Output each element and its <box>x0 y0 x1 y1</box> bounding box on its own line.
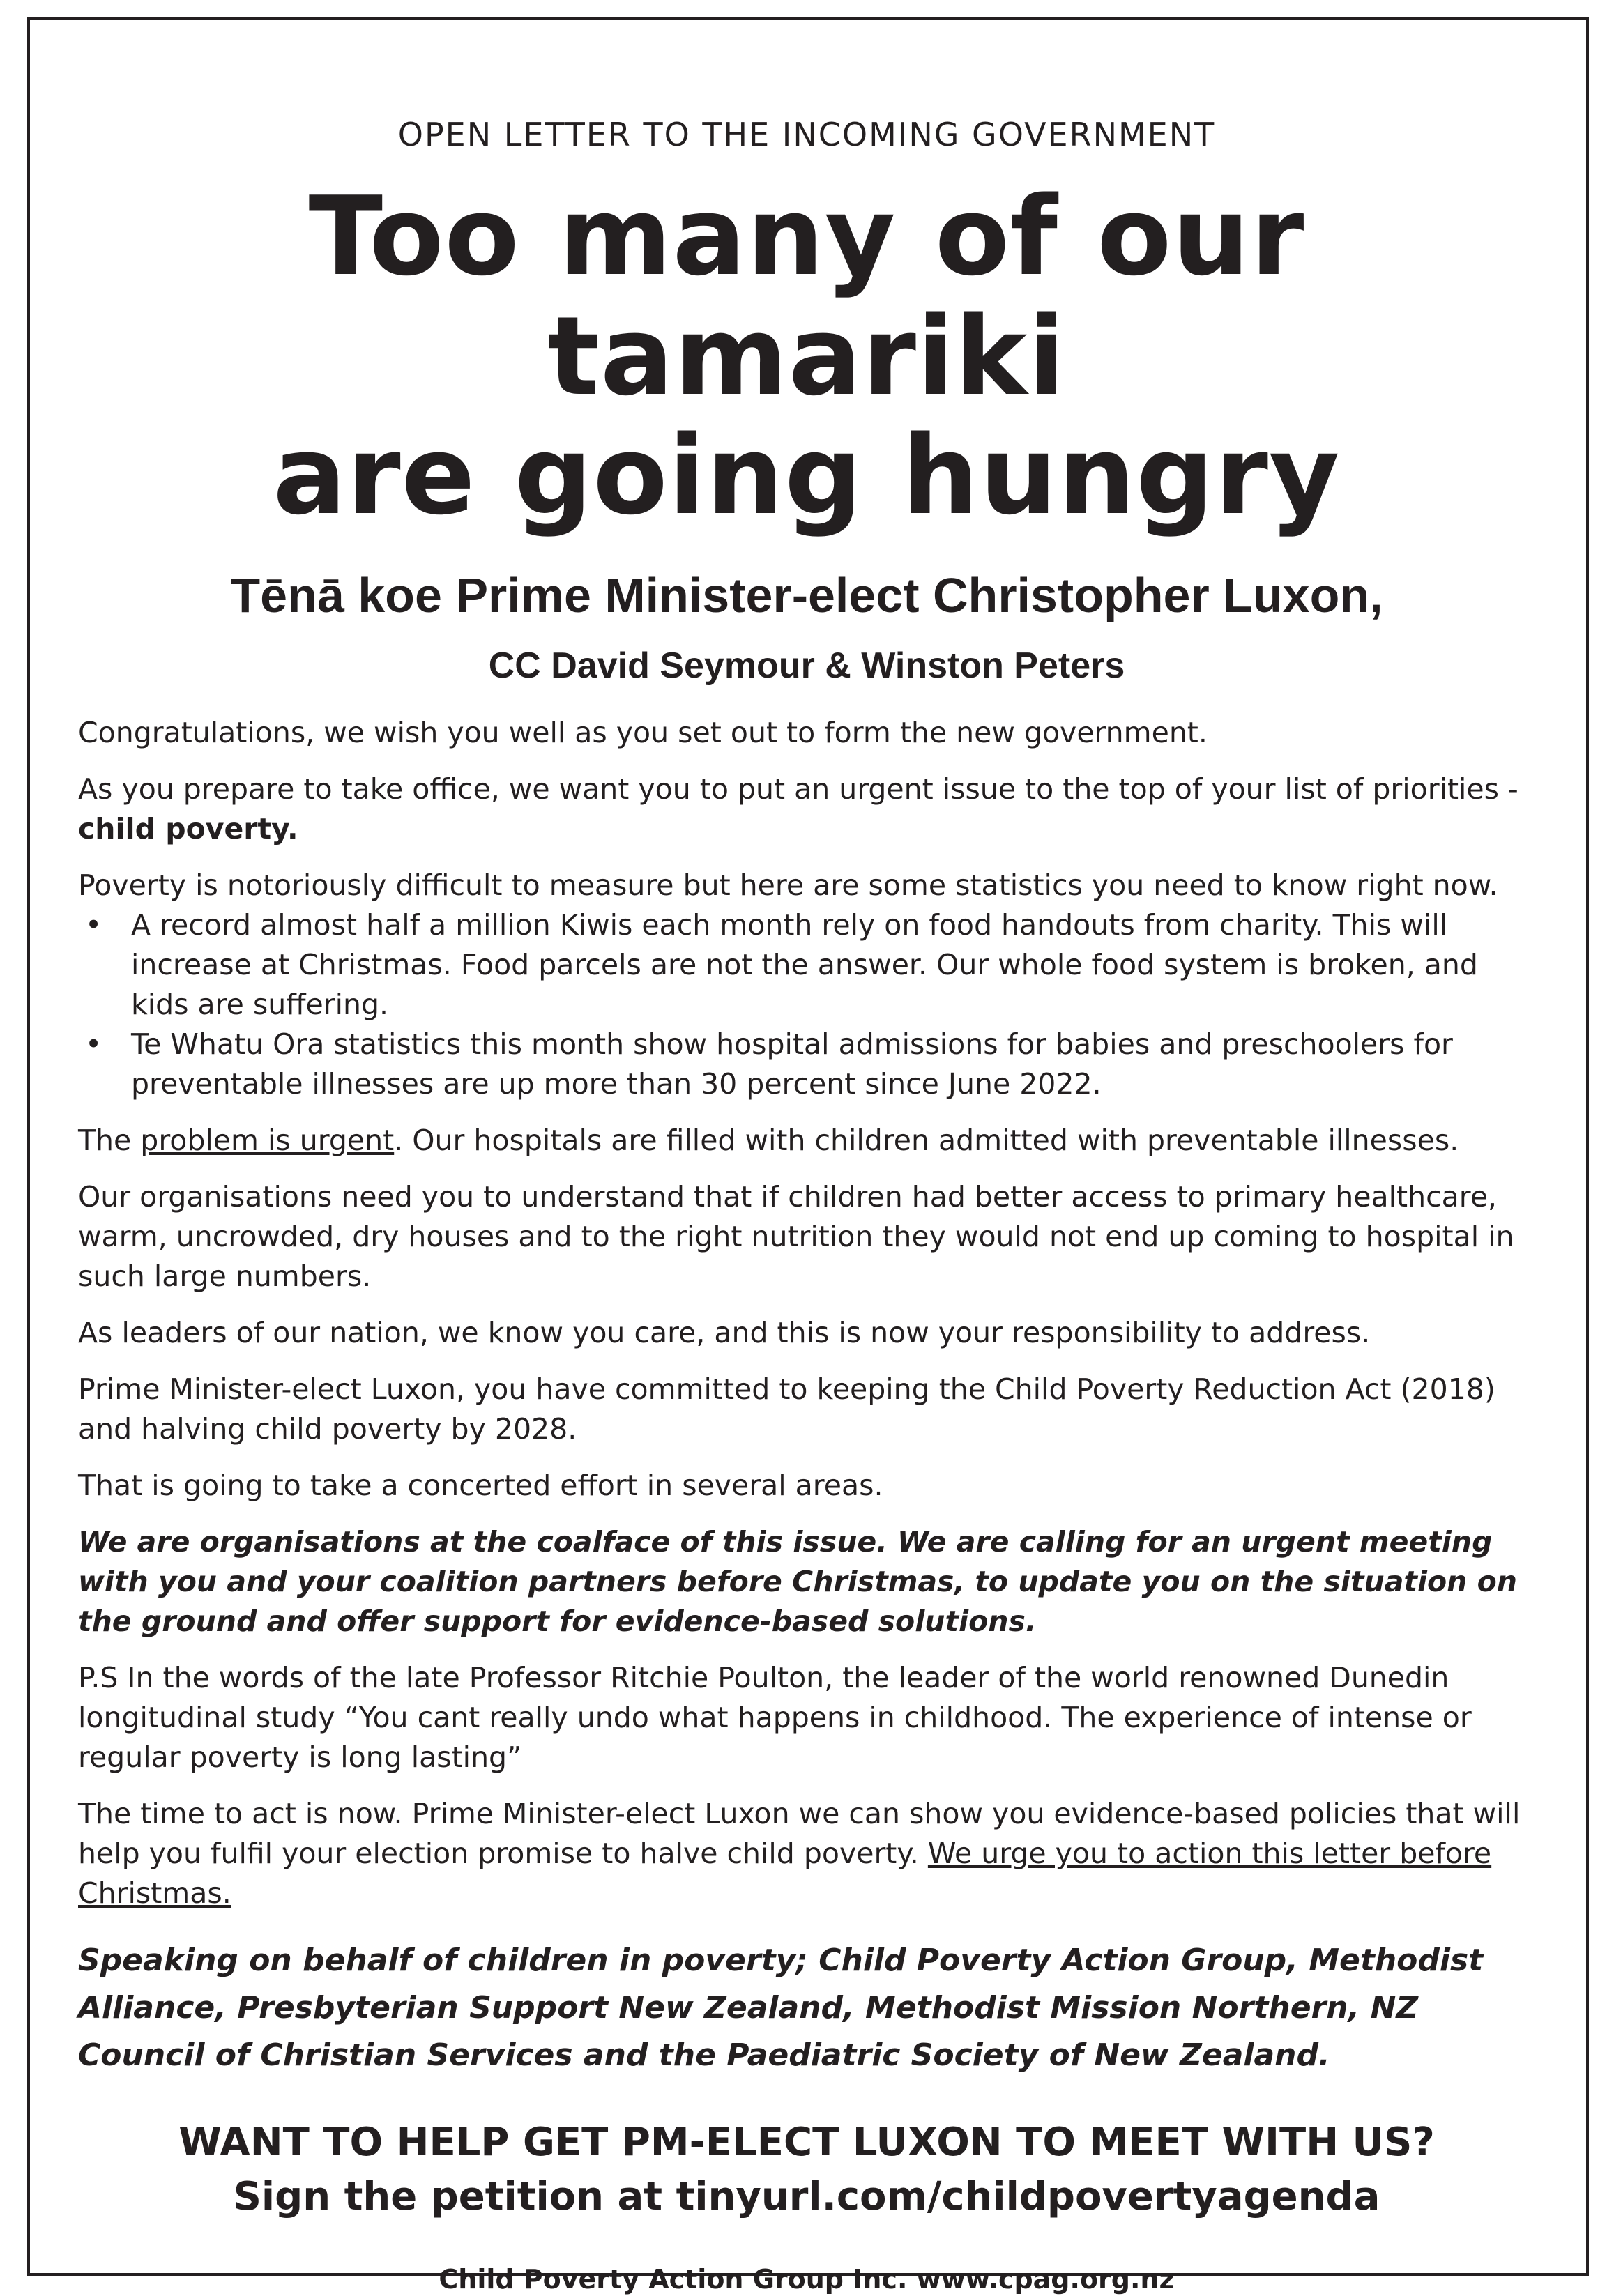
bullet-icon: • <box>85 1027 102 1061</box>
priorities-text: As you prepare to take office, we want you to put an urgent issue to the top of your list of priorities - <box>78 772 1518 806</box>
signatories: Speaking on behalf of children in poverty; Child Poverty Action Group, Methodist Alliance, Presbyterian Support New Zealand, Methodist Mission Northern, NZ Council of Christian Services and the Paediatric Society of New Zealand. <box>78 1942 1484 2073</box>
statistic-hospital-admissions: Te Whatu Ora statistics this month show hospital admissions for babies and preschoolers for preventable illnesses are up more than 30 percent since June 2022. <box>131 1027 1453 1101</box>
paragraph-time-to-act <box>78 1794 1535 1913</box>
problem-rest: . Our hospitals are filled with children admitted with preventable illnesses. <box>394 1123 1459 1157</box>
paragraph-postscript: P.S In the words of the late Professor Ritchie Poulton, the leader of the world renowned Dunedin longitudinal study “You cant really undo what happens in childhood. The experience of intense or regular poverty is long lasting” <box>78 1660 1472 1774</box>
letter-kicker: OPEN LETTER TO THE INCOMING GOVERNMENT <box>397 116 1216 153</box>
statistics-list <box>78 905 1535 1104</box>
priorities-emphasis: child poverty. <box>78 811 298 845</box>
letter-body <box>78 713 1535 1913</box>
paragraph-meeting-request: We are organisations at the coalface of this issue. We are calling for an urgent meeting with you and your coalition partners before Christmas, to update you on the situation on the ground and offer support for evidence-based solutions. <box>78 1524 1517 1638</box>
open-letter <box>78 118 1535 2293</box>
problem-urgent-underlined: problem is urgent <box>140 1123 395 1157</box>
headline-line-2: are going hungry <box>273 412 1341 539</box>
salutation: Tēnā koe Prime Minister-elect Christopher Luxon, <box>230 567 1383 622</box>
cta-headline: WANT TO HELP GET PM-ELECT LUXON TO MEET WITH US? <box>178 2119 1435 2165</box>
call-to-action <box>78 2115 1535 2224</box>
footer-organisation: Child Poverty Action Group Inc. www.cpag.org.nz <box>439 2263 1175 2295</box>
cc-line: CC David Seymour & Winston Peters <box>488 645 1125 686</box>
list-item <box>78 905 1535 1025</box>
action-letter-underlined: We urge you to action this letter before Christmas. <box>78 1836 1492 1910</box>
headline-line-1: Too many of our tamariki <box>308 173 1305 420</box>
paragraph-problem-urgent <box>78 1121 1535 1161</box>
paragraph-concerted-effort: That is going to take a concerted effort in several areas. <box>78 1468 883 1502</box>
time-to-act-text: The time to act is now. Prime Minister-elect Luxon we can show you evidence-based policies that will help you fulfil your election promise to halve child poverty. <box>78 1796 1521 1870</box>
paragraph-understand: Our organisations need you to understand that if children had better access to primary healthcare, warm, uncrowded, dry houses and to the right nutrition they would not end up coming to hospital in such large numbers. <box>78 1179 1514 1293</box>
paragraph-commitment: Prime Minister-elect Luxon, you have committed to keeping the Child Poverty Reduction Act (2018) and halving child poverty by 2028. <box>78 1372 1495 1446</box>
petition-link: Sign the petition at tinyurl.com/childpovertyagenda <box>233 2173 1380 2219</box>
bullet-icon: • <box>85 908 102 942</box>
headline <box>78 173 1535 539</box>
paragraph-congratulations: Congratulations, we wish you well as you set out to form the new government. <box>78 715 1208 749</box>
problem-lead: The <box>78 1123 141 1157</box>
paragraph-statistics-intro: Poverty is notoriously difficult to measure but here are some statistics you need to know right now. <box>78 868 1498 902</box>
list-item <box>78 1025 1535 1104</box>
statistic-food-handouts: A record almost half a million Kiwis each month rely on food handouts from charity. This will increase at Christmas. Food parcels are not the answer. Our whole food system is broken, and kids are suffering. <box>131 908 1478 1021</box>
paragraph-priorities <box>78 770 1535 849</box>
paragraph-leaders: As leaders of our nation, we know you care, and this is now your responsibility to address. <box>78 1315 1371 1349</box>
